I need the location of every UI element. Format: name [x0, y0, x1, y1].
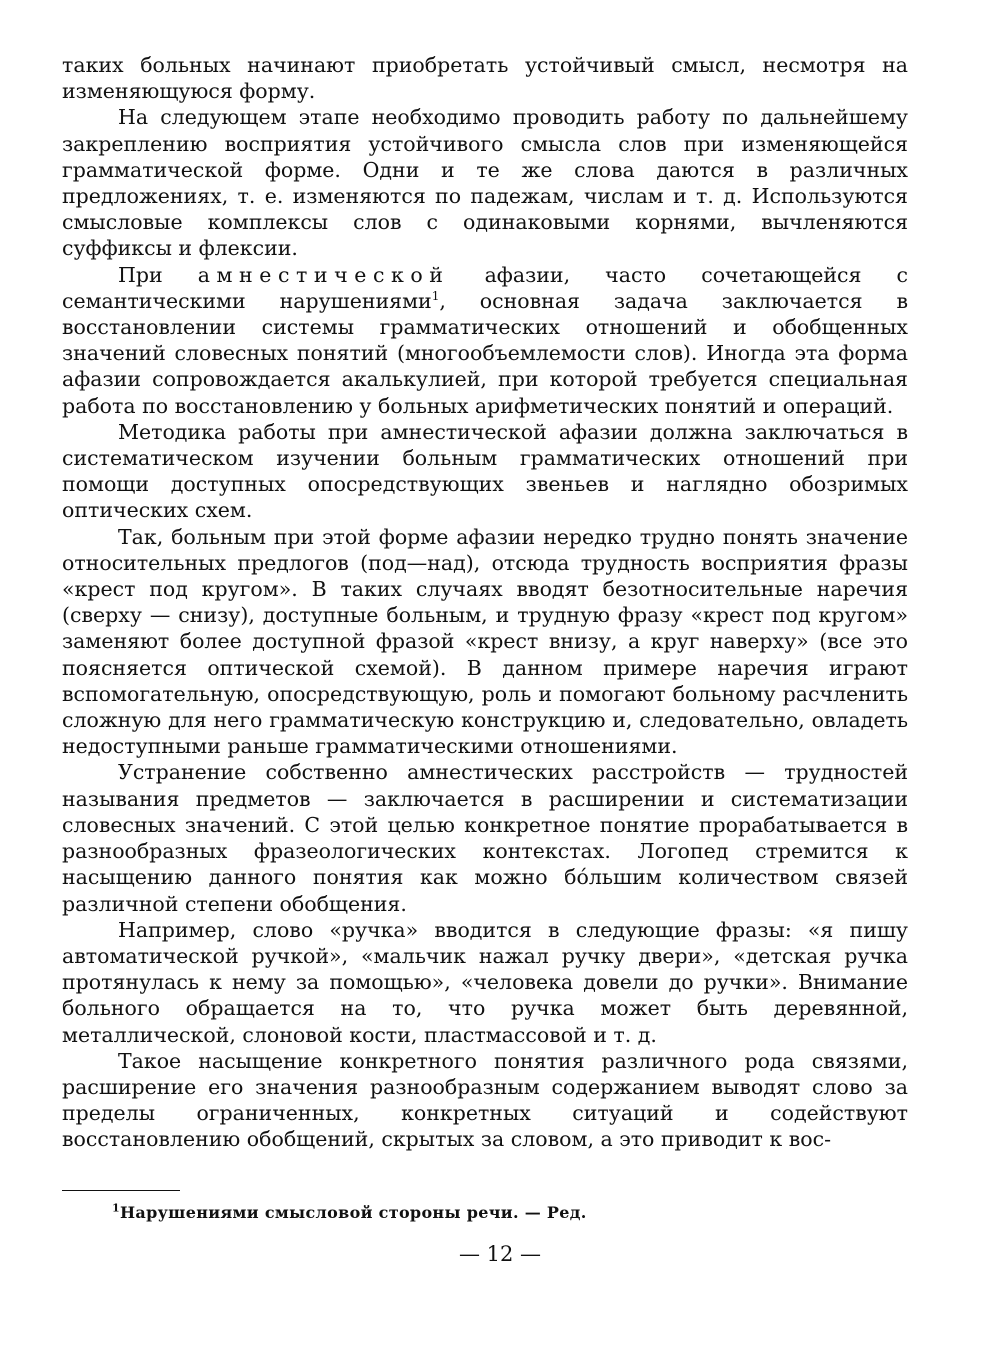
paragraph-2: На следующем этапе необходимо проводить работу по дальнейшему закреплению восприятия устойчивого смысла слов при изменяющейся грамматической форме. Одни и те же слова даются в различных предложениях, т. е. изменяются по падежам, числам и т. д. Используются смысловые комплексы слов с одинаковыми корнями, вычленяются суффиксы и флексии.: [62, 105, 908, 261]
footnote-divider: [62, 1190, 180, 1191]
footnote-text: Нарушениями смысловой стороны речи. — Ред.: [119, 1203, 587, 1222]
paragraph-5: Так, больным при этой форме афазии нередко трудно понять значение относительных предлогов (под—над), отсюда трудность восприятия фразы «крест под кругом». В таких случаях вводят безотносительные наречия (сверху — снизу), доступные больным, и трудную фразу «крест под кругом» заменяют более доступной фразой «крест внизу, а круг наверху» (все это поясняется оптической схемой). В данном примере наречия играют вспомогательную, опосредствующую, роль и помогают больному расчленить сложную для него грамматическую конструкцию и, следовательно, овладеть недоступными раньше грамматическими отношениями.: [62, 524, 908, 759]
paragraph-3-after-ref: , основная задача заключается в восстановлении системы грамматических отношений и обобщенных значений словесных понятий (многообъемлемости слов). Иногда эта форма афазии сопровождается акалькулией, при которой требуется специальная работа по восстановлению у больных арифметических понятий и операций.: [62, 288, 908, 418]
paragraph-6: Устранение собственно амнестических расстройств — трудностей называния предметов — заключается в расширении и систематизации словесных значений. С этой целью конкретное понятие прорабатывается в разнообразных фразеологических контекстах. Логопед стремится к насыщению данного понятия как можно бо́льшим количеством связей различной степени обобщения.: [62, 760, 908, 916]
footnote-reference: 1: [431, 289, 440, 303]
paragraph-4: Методика работы при амнестической афазии должна заключаться в систематическом изучении больным грамматических отношений при помощи доступных опосредствующих звеньев и наглядно обозримых оптических схем.: [62, 419, 908, 523]
page-number: — 12 —: [458, 1242, 542, 1266]
paragraph-3-before-ref: афазии, часто сочетающейся с семантическими нарушениями: [62, 262, 908, 313]
page-body: [62, 52, 908, 1153]
paragraph-8: Такое насыщение конкретного понятия различного рода связями, расширение его значения разнообразным содержанием выводят слово за пределы ограниченных, конкретных ситуаций и содействуют восстановлению обобщений, скрытых за словом, а это приводит к вос-: [62, 1048, 908, 1152]
paragraph-3-lead: При: [118, 262, 163, 287]
spaced-term: амнестической: [197, 262, 450, 287]
paragraph-1: таких больных начинают приобретать устойчивый смысл, несмотря на изменяющуюся форму.: [62, 53, 908, 104]
footnote-marker: 1: [112, 1201, 120, 1215]
paragraph-3: [62, 262, 908, 419]
paragraph-7: Например, слово «ручка» вводится в следующие фразы: «я пишу автоматической ручкой», «мальчик нажал ручку двери», «детская ручка протянулась к нему за помощью», «человека довели до ручки». Внимание больного обращается на то, что ручка может быть деревянной, металлической, слоновой кости, пластмассовой и т. д.: [62, 917, 908, 1047]
footnote: [112, 1203, 587, 1223]
